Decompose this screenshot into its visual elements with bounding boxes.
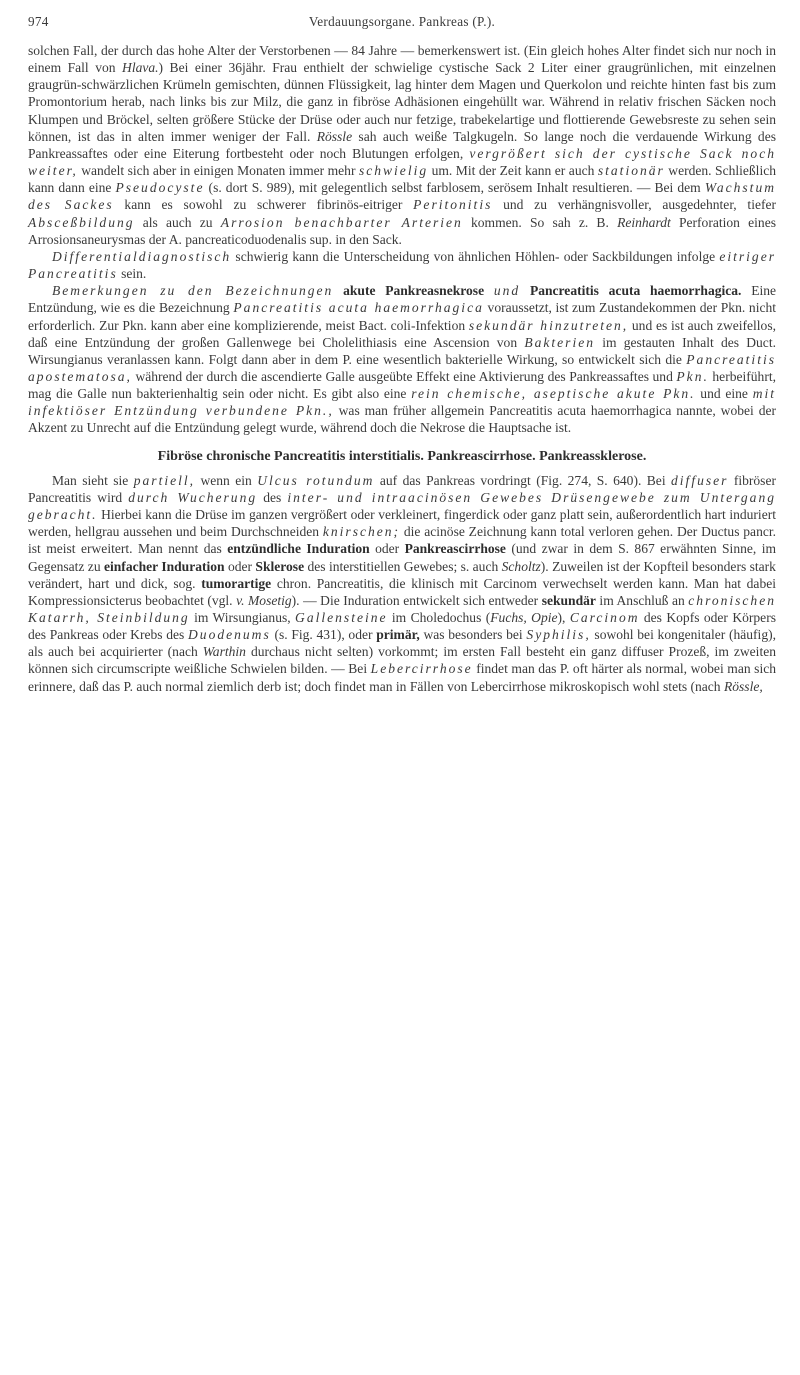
page-number: 974 <box>28 14 49 29</box>
page-header <box>28 14 776 42</box>
paragraph-differential-diagnosis: Differentialdiagnostisch schwierig kann die Unterscheidung von ähnlichen Höhlen- oder Sackbildungen infolge eitriger Pancreatitis sein. <box>28 248 776 282</box>
paragraph-cyst-case: solchen Fall, der durch das hohe Alter der Verstorbenen — 84 Jahre — bemerkenswert ist. (Ein gleich hohes Alter findet sich nur noch in einem Fall von Hlava.) Bei einer 36jähr. Frau enthielt der schwielige cystische Sack 2 Liter einer graugrünlichen, mit einzelnen graugrün-schwärzlichen Krümeln gemischten, dünnen Flüssigkeit, lag hinter dem Magen und Querkolon und reichte hinten fast bis zum Promontorium herab, nach links bis zur Milz, die ganz in fibröse Adhäsionen eingehüllt war. Während in relativ frischen Säcken noch Klumpen und Bröckel, selten größere Stücke der Drüse oder auch nur fetzige, trabekelartige und flottierende Gewebsreste zu sehen sein können, ist das in alten immer weniger der Fall. Rössle sah auch weiße Talgkugeln. So lange noch die verdauende Wirkung des Pankreassaftes oder eine Eiterung fortbesteht oder noch Blutungen erfolgen, vergrößert sich der cystische Sack noch weiter, wandelt sich aber in einigen Monaten immer mehr schwielig um. Mit der Zeit kann er auch stationär werden. Schließlich kann dann eine Pseudocyste (s. dort S. 989), mit gelegentlich selbst farblosem, serösem Inhalt resultieren. — Bei dem Wachstum des Sackes kann es sowohl zu schwerer fibrinös-eitriger Peritonitis und zu verhängnisvoller, ausgedehnter, tiefer Abscеßbildung als auch zu Arrosion benachbarter Arterien kommen. So sah z. B. Reinhardt Perforation eines Arrosionsaneurysmas der A. pancreaticoduodenalis sup. in den Sack. <box>28 43 777 247</box>
book-page <box>28 14 776 695</box>
paragraph-terminology-remarks: Bemerkungen zu den Bezeichnungen akute Pankreasnekrose und Pancreatitis acuta haemorrhagica. Eine Entzündung, wie es die Bezeichnung Pancreatitis acuta haemorrhagica voraussetzt, ist zum Zustandekommen der Pkn. nicht erforderlich. Zur Pkn. kann aber eine komplizierende, meist Bact. coli-Infektion sekundär hinzutreten, und es ist auch zweifellos, daß eine Entzündung der großen Gallenwege bei Cholelithiasis eine Ascension von Bakterien im gestauten Inhalt des Duct. Wirsungianus veranlassen kann. Folgt dann aber in dem P. eine wesentlich bakterielle Wirkung, so entwickelt sich die Pancreatitis apostematosa, während der durch die ascendierte Galle ausgeübte Effekt eine Aktivierung des Pankreassaftes und Pkn. herbeiführt, mag die Galle nun bakterienhaltig sein oder nicht. Es gibt also eine rein chemische, aseptische akute Pkn. und eine mit infektiöser Entzündung verbundene Pkn., was man früher allgemein Pancreatitis acuta haemorrhagica nannte, wobei der Akzent zu Unrecht auf die Entzündung gelegt wurde, während doch die Nekrose die Hauptsache ist. <box>28 283 777 436</box>
paragraph-fibrous-pancreatitis: Man sieht sie partiell, wenn ein Ulcus rotundum auf das Pankreas vordringt (Fig. 274, S. 640). Bei diffuser fibröser Pancreatitis wird durch Wucherung des inter- und intraacinösen Gewebes Drüsengewebe zum Untergang gebracht. Hierbei kann die Drüse im ganzen vergrößert oder verkleinert, fingerdick oder ganz platt sein, außerordentlich hart induriert werden, hellgrau aussehen und beim Durchschneiden knirschen; die acinöse Zeichnung kann total verloren gehen. Der Ductus pancr. ist meist erweitert. Man nennt das entzündliche Induration oder Pankreascirrhose (und zwar in dem S. 867 erwähnten Sinne, im Gegensatz zu einfacher Induration oder Sklerose des interstitiellen Gewebes; s. auch Scholtz). Zuweilen ist der Kopfteil besonders stark verändert, hart und dick, sog. tumorartige chron. Pancreatitis, die klinisch mit Carcinom verwechselt werden kann. Man hat dabei Kompressionsicterus beobachtet (vgl. v. Mosetig). — Die Induration entwickelt sich entweder sekundär im Anschluß an chronischen Katarrh, Steinbildung im Wirsungianus, Gallensteine im Choledochus (Fuchs, Opie), Carcinom des Kopfs oder Körpers des Pankreas oder Krebs des Duodenums (s. Fig. 431), oder primär, was besonders bei Syphilis, sowohl bei kongenitaler (häufig), als auch bei acquirierter (nach Warthin durchaus nicht selten) vorkommt; im ersten Fall besteht ein ganz diffuser Prozeß, im zweiten können sich circumscripte weißliche Schwielen bilden. — Bei Lebercirrhose findet man das P. oft härter als normal, wobei man sich erinnere, daß das P. auch normal ziemlich derb ist; doch findet man in Fällen von Lebercirrhose mikroskopisch wohl stets (nach Rössle, <box>28 472 777 694</box>
page-body <box>28 42 776 695</box>
section-heading: Fibröse chronische Pancreatitis interstitialis. Pankreascirrhose. Pankreassklerose. <box>157 448 647 464</box>
running-title: Verdauungsorgane. Pankreas (P.). <box>308 14 496 29</box>
